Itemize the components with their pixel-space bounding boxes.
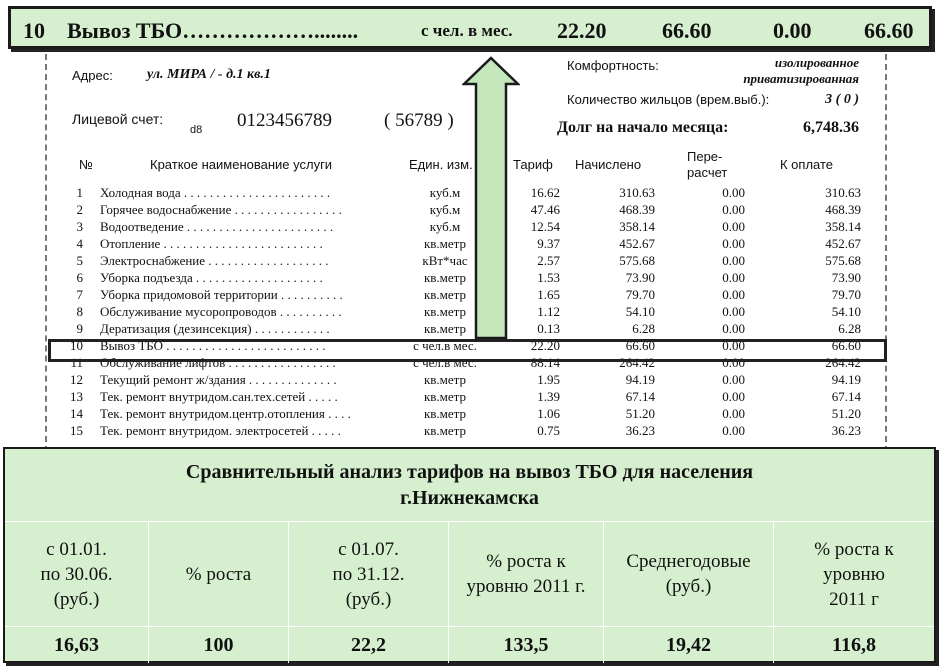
col-header-pay: К оплате: [780, 157, 834, 172]
value-cell: 22,2: [288, 626, 448, 663]
header-cell-growth-1: % роста: [148, 521, 288, 626]
banner-service-name: Вывоз ТБО………………........: [67, 18, 359, 43]
table-row: 8 Обслуживание мусоропроводов . . . . . . . . . . кв.метр 1.12 54.10 0.00 54.10: [76, 304, 861, 319]
banner-num: 10: [23, 18, 45, 43]
banner-tariff: 22.20: [557, 18, 607, 43]
col-header-num: №: [79, 157, 93, 172]
table-row: 5 Электроснабжение . . . . . . . . . . . . . . . . . . . кВт*час 2.57 575.68 0.00 575.68: [76, 253, 861, 268]
comparison-title: [5, 459, 934, 511]
col-header-unit: Един. изм.: [409, 157, 473, 172]
table-row: 1 Холодная вода . . . . . . . . . . . . . . . . . . . . . . . куб.м 16.62 310.63 0.00 310.63: [76, 185, 861, 200]
debt-value: 6,748.36: [803, 119, 859, 136]
col-header-tariff: Тариф: [513, 157, 553, 172]
row-highlight-box: [48, 339, 887, 362]
account-number: 0123456789: [237, 110, 332, 131]
comfort-value-1: изолированное: [774, 55, 859, 70]
col-header-name: Краткое наименование услуги: [150, 157, 333, 172]
table-row: 11 Обслуживание лифтов . . . . . . . . . . . . . . . . . с чел.в мес. 88.14 264.42 0.00 264.42: [70, 355, 861, 370]
residents-label: Количество жильцов (врем.выб.):: [567, 92, 770, 107]
account-label: Лицевой счет:: [72, 111, 164, 127]
col-header-charged: Начислено: [575, 157, 642, 172]
highlighted-service-banner: [8, 6, 932, 49]
table-row: 6 Уборка подъезда . . . . . . . . . . . . . . . . . . . . кв.метр 1.53 73.90 0.00 73.90: [76, 270, 861, 285]
residents-value: 3 ( 0 ): [825, 92, 859, 107]
table-row: 4 Отопление . . . . . . . . . . . . . . . . . . . . . . . . . кв.метр 9.37 452.67 0.00 452.67: [76, 236, 861, 251]
up-arrow-icon: [462, 56, 520, 340]
table-row: 14 Тек. ремонт внутридом.центр.отопления . . . . кв.метр 1.06 51.20 0.00 51.20: [70, 406, 861, 421]
table-row-highlighted: 10 Вывоз ТБО . . . . . . . . . . . . . . . . . . . . . . . . . с чел.в мес. 22.20 66.60 0.00 66.60: [70, 338, 861, 353]
table-row: 7 Уборка придомовой территории . . . . . . . . . . кв.метр 1.65 79.70 0.00 79.70: [76, 287, 861, 302]
header-cell-growth-2011: % роста к уровню 2011 г.: [448, 521, 603, 626]
col-header-recalc-1: Пере-: [687, 149, 723, 164]
value-cell: 100: [148, 626, 288, 663]
banner-recalc: 0.00: [773, 18, 812, 43]
table-row: 2 Горячее водоснабжение . . . . . . . . . . . . . . . . . куб.м 47.46 468.39 0.00 468.39: [76, 202, 861, 217]
value-cell: 16,63: [5, 626, 148, 663]
table-row: 9 Дератизация (дезинсекция) . . . . . . . . . . . . кв.метр 0.13 6.28 0.00 6.28: [76, 321, 861, 336]
banner-unit: с чел. в мес.: [421, 21, 513, 40]
header-cell-period-1: с 01.01. по 30.06. (руб.): [5, 521, 148, 626]
banner-to-pay: 66.60: [864, 18, 914, 43]
table-row: 13 Тек. ремонт внутридом.сан.тех.сетей . . . . . кв.метр 1.39 67.14 0.00 67.14: [70, 389, 861, 404]
comparison-title-line-1: Сравнительный анализ тарифов на вывоз ТБО для населения: [185, 461, 754, 483]
header-cell-growth-2011-avg: % роста к уровню 2011 г: [773, 521, 934, 626]
comparison-table: [5, 521, 934, 661]
debt-label: Долг на начало месяца:: [557, 119, 729, 136]
comfort-label: Комфортность:: [567, 58, 659, 73]
header-cell-period-2: с 01.07. по 31.12. (руб.): [288, 521, 448, 626]
table-row: 12 Текущий ремонт ж/здания . . . . . . . . . . . . . . кв.метр 1.95 94.19 0.00 94.19: [70, 372, 861, 387]
header-cell-annual-average: Среднегодовые (руб.): [603, 521, 773, 626]
address-value: ул. МИРА / - д.1 кв.1: [147, 67, 271, 82]
banner-charged: 66.60: [662, 18, 712, 43]
tariff-comparison-panel: [3, 447, 936, 663]
comfort-value-2: приватизированная: [743, 71, 859, 86]
comparison-title-line-2: г.Нижнекамска: [400, 487, 539, 509]
col-header-recalc-2: расчет: [687, 165, 728, 180]
value-cell: 133,5: [448, 626, 603, 663]
table-row: 15 Тек. ремонт внутридом. электросетей . . . . . кв.метр 0.75 36.23 0.00 36.23: [70, 423, 861, 438]
value-cell: 116,8: [773, 626, 934, 663]
account-short: ( 56789 ): [384, 110, 454, 131]
account-prefix: d8: [190, 124, 203, 136]
value-cell: 19,42: [603, 626, 773, 663]
table-row: 3 Водоотведение . . . . . . . . . . . . . . . . . . . . . . . куб.м 12.54 358.14 0.00 358.14: [76, 219, 861, 234]
address-label: Адрес:: [72, 68, 113, 83]
